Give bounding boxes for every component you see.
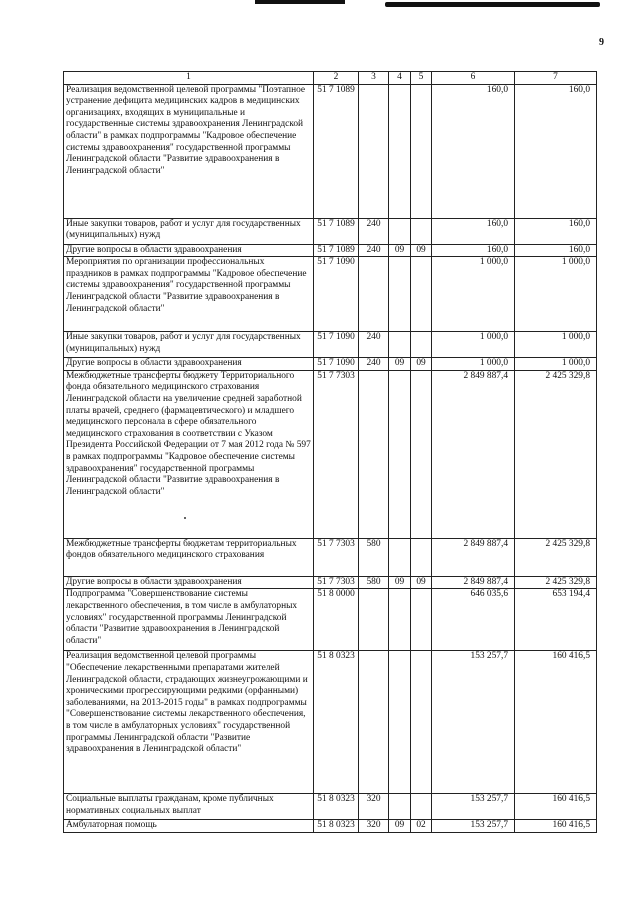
row-name: Подпрограмма "Совершенствование системы лекарственного обеспечения, в том числе в амбулаторных условиях" государственной программы Ленинградской области "Развитие здравоохранения в Ленинградской области" — [64, 589, 314, 651]
target-article-code: 51 8 0323 — [314, 794, 359, 820]
amount-year-2: 2 425 329,8 — [515, 538, 597, 576]
expense-type-code: 320 — [359, 794, 389, 820]
amount-year-1: 2 849 887,4 — [432, 370, 515, 538]
row-name: Социальные выплаты гражданам, кроме публичных нормативных социальных выплат — [64, 794, 314, 820]
scan-edge-mark-right — [385, 2, 600, 7]
table-row — [64, 651, 597, 794]
subsection-code: 02 — [411, 820, 432, 833]
column-header: 4 — [389, 72, 411, 85]
column-header: 7 — [515, 72, 597, 85]
section-code: 09 — [389, 358, 411, 371]
section-code — [389, 332, 411, 358]
section-code: 09 — [389, 244, 411, 257]
expense-type-code — [359, 84, 389, 218]
subsection-code — [411, 651, 432, 794]
expense-type-code: 320 — [359, 820, 389, 833]
amount-year-2: 160,0 — [515, 244, 597, 257]
table-row — [64, 370, 597, 538]
amount-year-1: 160,0 — [432, 84, 515, 218]
expense-type-code: 240 — [359, 218, 389, 244]
table-row — [64, 576, 597, 589]
subsection-code — [411, 589, 432, 651]
table-row — [64, 218, 597, 244]
scan-edge-mark-left — [255, 0, 345, 4]
target-article-code: 51 7 1089 — [314, 84, 359, 218]
amount-year-1: 1 000,0 — [432, 332, 515, 358]
amount-year-1: 1 000,0 — [432, 257, 515, 332]
amount-year-1: 153 257,7 — [432, 794, 515, 820]
subsection-code — [411, 218, 432, 244]
section-code: 09 — [389, 820, 411, 833]
expense-type-code — [359, 589, 389, 651]
amount-year-1: 2 849 887,4 — [432, 576, 515, 589]
expense-type-code: 580 — [359, 576, 389, 589]
table-row — [64, 358, 597, 371]
target-article-code: 51 7 1089 — [314, 244, 359, 257]
expense-type-code: 240 — [359, 244, 389, 257]
section-code — [389, 257, 411, 332]
table-row — [64, 244, 597, 257]
column-header: 2 — [314, 72, 359, 85]
amount-year-1: 2 849 887,4 — [432, 538, 515, 576]
target-article-code: 51 7 7303 — [314, 538, 359, 576]
target-article-code: 51 8 0323 — [314, 651, 359, 794]
amount-year-1: 153 257,7 — [432, 651, 515, 794]
row-name: Другие вопросы в области здравоохранения — [64, 576, 314, 589]
row-name: Другие вопросы в области здравоохранения — [64, 358, 314, 371]
row-name: Реализация ведомственной целевой программы "Поэтапное устранение дефицита медицинских кадров в медицинских организациях, входящих в муниципальные и государственные системы здравоохранения Ленинградской области" в рамках подпрограммы "Кадровое обеспечение системы здравоохранения" государственной программы Ленинградской области "Развитие здравоохранения в Ленинградской области" — [64, 84, 314, 218]
subsection-code — [411, 794, 432, 820]
amount-year-2: 1 000,0 — [515, 257, 597, 332]
table-row — [64, 820, 597, 833]
column-header: 6 — [432, 72, 515, 85]
budget-table — [63, 71, 597, 833]
expense-type-code: 240 — [359, 358, 389, 371]
target-article-code: 51 7 1090 — [314, 332, 359, 358]
subsection-code — [411, 84, 432, 218]
amount-year-1: 646 035,6 — [432, 589, 515, 651]
amount-year-2: 160 416,5 — [515, 794, 597, 820]
row-name: Иные закупки товаров, работ и услуг для государственных (муниципальных) нужд — [64, 218, 314, 244]
row-name: Межбюджетные трансферты бюджетам территориальных фондов обязательного медицинского страхования — [64, 538, 314, 576]
table-row — [64, 332, 597, 358]
table-row — [64, 257, 597, 332]
amount-year-1: 1 000,0 — [432, 358, 515, 371]
amount-year-1: 160,0 — [432, 244, 515, 257]
section-code — [389, 589, 411, 651]
scan-speck — [184, 517, 186, 519]
column-header: 1 — [64, 72, 314, 85]
row-name: Реализация ведомственной целевой программы "Обеспечение лекарственными препаратами жителей Ленинградской области, страдающих жизнеугрожающими и хроническими прогрессирующими редкими (орфанными) заболеваниями, на 2013-2015 годы" в рамках подпрограммы "Совершенствование системы лекарственного обеспечения, в том числе в амбулаторных условиях" государственной программы Ленинградской области "Развитие здравоохранения в Ленинградской области" — [64, 651, 314, 794]
amount-year-2: 160 416,5 — [515, 820, 597, 833]
column-header: 5 — [411, 72, 432, 85]
amount-year-2: 653 194,4 — [515, 589, 597, 651]
expense-type-code — [359, 370, 389, 538]
section-code — [389, 651, 411, 794]
row-name: Амбулаторная помощь — [64, 820, 314, 833]
amount-year-2: 2 425 329,8 — [515, 576, 597, 589]
subsection-code: 09 — [411, 358, 432, 371]
page-number: 9 — [599, 37, 604, 48]
subsection-code — [411, 370, 432, 538]
table-row — [64, 589, 597, 651]
amount-year-2: 160 416,5 — [515, 651, 597, 794]
target-article-code: 51 8 0000 — [314, 589, 359, 651]
target-article-code: 51 7 1090 — [314, 257, 359, 332]
column-header: 3 — [359, 72, 389, 85]
expense-type-code — [359, 651, 389, 794]
amount-year-2: 160,0 — [515, 84, 597, 218]
target-article-code: 51 8 0323 — [314, 820, 359, 833]
amount-year-2: 160,0 — [515, 218, 597, 244]
amount-year-1: 160,0 — [432, 218, 515, 244]
amount-year-2: 2 425 329,8 — [515, 370, 597, 538]
amount-year-1: 153 257,7 — [432, 820, 515, 833]
section-code — [389, 370, 411, 538]
table-header-row — [64, 72, 597, 85]
table-row — [64, 84, 597, 218]
subsection-code — [411, 538, 432, 576]
expense-type-code — [359, 257, 389, 332]
section-code — [389, 84, 411, 218]
row-name: Другие вопросы в области здравоохранения — [64, 244, 314, 257]
target-article-code: 51 7 1089 — [314, 218, 359, 244]
target-article-code: 51 7 7303 — [314, 370, 359, 538]
table-row — [64, 538, 597, 576]
row-name: Иные закупки товаров, работ и услуг для государственных (муниципальных) нужд — [64, 332, 314, 358]
row-name: Межбюджетные трансферты бюджету Территориального фонда обязательного медицинского страхования Ленинградской области на увеличение средней заработной платы врачей, среднего (фармацевтического) и младшего медицинского персонала в сфере обязательного медицинского страхования в соответствии с Указом Президента Российской Федерации от 7 мая 2012 года № 597 в рамках подпрограммы "Кадровое обеспечение системы здравоохранения" государственной программы Ленинградской области "Развитие здравоохранения в Ленинградской области" — [64, 370, 314, 538]
amount-year-2: 1 000,0 — [515, 358, 597, 371]
amount-year-2: 1 000,0 — [515, 332, 597, 358]
target-article-code: 51 7 7303 — [314, 576, 359, 589]
section-code — [389, 538, 411, 576]
subsection-code — [411, 332, 432, 358]
target-article-code: 51 7 1090 — [314, 358, 359, 371]
subsection-code: 09 — [411, 576, 432, 589]
expense-type-code: 580 — [359, 538, 389, 576]
table-row — [64, 794, 597, 820]
row-name: Мероприятия по организации профессиональных праздников в рамках подпрограммы "Кадровое обеспечение системы здравоохранения" государственной программы Ленинградской области "Развитие здравоохранения в Ленинградской области" — [64, 257, 314, 332]
section-code — [389, 218, 411, 244]
subsection-code — [411, 257, 432, 332]
section-code: 09 — [389, 576, 411, 589]
expense-type-code: 240 — [359, 332, 389, 358]
subsection-code: 09 — [411, 244, 432, 257]
section-code — [389, 794, 411, 820]
